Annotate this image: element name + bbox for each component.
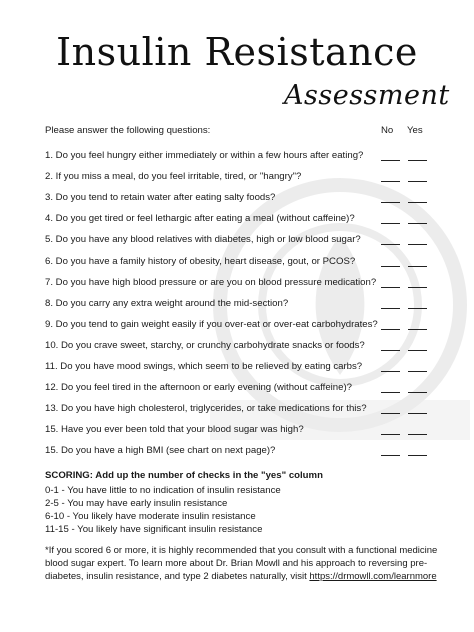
answer-blank-yes[interactable]: [408, 350, 427, 351]
question-text: 6. Do you have a family history of obesity, heart disease, gout, or PCOS?: [45, 255, 356, 267]
question-text: 15. Do you have a high BMI (see chart on next page)?: [45, 445, 276, 457]
scoring-line: 6-10 - You likely have moderate insulin resistance: [45, 511, 256, 522]
answer-blank-yes[interactable]: [408, 455, 427, 456]
answer-blank-no[interactable]: [381, 434, 400, 435]
column-header-no: No: [381, 125, 394, 136]
scoring-heading: SCORING: Add up the number of checks in the "yes" column: [45, 470, 323, 481]
answer-blank-no[interactable]: [381, 371, 400, 372]
footnote: [45, 544, 445, 583]
answer-blank-no[interactable]: [381, 329, 400, 330]
footnote-text: *If you scored 6 or more, it is highly recommended that you consult with a functional medicine blood sugar expert. To learn more about Dr. Brian Mowll and his approach to reversing pre-diabetes, insulin resistance, and type 2 diabetes naturally, visit: [45, 545, 438, 582]
answer-blank-yes[interactable]: [408, 329, 427, 330]
column-header-yes: Yes: [407, 125, 423, 136]
answer-blank-yes[interactable]: [408, 160, 427, 161]
answer-blank-yes[interactable]: [408, 202, 427, 203]
answer-blank-no[interactable]: [381, 392, 400, 393]
question-text: 10. Do you crave sweet, starchy, or crunchy carbohydrate snacks or foods?: [45, 339, 365, 351]
question-text: 3. Do you tend to retain water after eating salty foods?: [45, 192, 276, 204]
question-text: 7. Do you have high blood pressure or are you on blood pressure medication?: [45, 276, 377, 288]
answer-blank-yes[interactable]: [408, 223, 427, 224]
question-text: 1. Do you feel hungry either immediately or within a few hours after eating?: [45, 150, 364, 161]
question-text: 9. Do you tend to gain weight easily if you over-eat or over-eat carbohydrates?: [45, 318, 378, 330]
answer-blank-yes[interactable]: [408, 392, 427, 393]
answer-blank-yes[interactable]: [408, 266, 427, 267]
instructions-text: Please answer the following questions:: [45, 125, 211, 136]
question-text: 5. Do you have any blood relatives with diabetes, high or low blood sugar?: [45, 234, 361, 246]
answer-blank-yes[interactable]: [408, 413, 427, 414]
page-subtitle: Assessment: [284, 80, 450, 111]
question-text: 11. Do you have mood swings, which seem to be relieved by eating carbs?: [45, 361, 363, 372]
scoring-line: 11-15 - You likely have significant insulin resistance: [45, 524, 263, 535]
answer-blank-yes[interactable]: [408, 244, 427, 245]
answer-blank-yes[interactable]: [408, 434, 427, 435]
answer-blank-no[interactable]: [381, 266, 400, 267]
answer-blank-no[interactable]: [381, 160, 400, 161]
question-text: 15. Have you ever been told that your blood sugar was high?: [45, 424, 304, 436]
answer-blank-yes[interactable]: [408, 308, 427, 309]
answer-blank-no[interactable]: [381, 202, 400, 203]
question-text: 4. Do you get tired or feel lethargic after eating a meal (without caffeine)?: [45, 213, 355, 225]
answer-blank-yes[interactable]: [408, 181, 427, 182]
answer-blank-yes[interactable]: [408, 371, 427, 372]
question-text: 2. If you miss a meal, do you feel irritable, tired, or "hangry"?: [45, 171, 302, 183]
answer-blank-no[interactable]: [381, 223, 400, 224]
scoring-line: 0-1 - You have little to no indication of insulin resistance: [45, 485, 281, 496]
answer-blank-no[interactable]: [381, 308, 400, 309]
answer-blank-no[interactable]: [381, 455, 400, 456]
answer-blank-no[interactable]: [381, 244, 400, 245]
answer-blank-no[interactable]: [381, 181, 400, 182]
page-title: Insulin Resistance: [56, 30, 418, 74]
scoring-line: 2-5 - You may have early insulin resistance: [45, 498, 228, 509]
answer-blank-no[interactable]: [381, 350, 400, 351]
answer-blank-yes[interactable]: [408, 287, 427, 288]
question-text: 13. Do you have high cholesterol, triglycerides, or take medications for this?: [45, 403, 367, 415]
question-text: 12. Do you feel tired in the afternoon or early evening (without caffeine)?: [45, 382, 353, 394]
question-text: 8. Do you carry any extra weight around the mid-section?: [45, 297, 289, 309]
answer-blank-no[interactable]: [381, 287, 400, 288]
learn-more-link[interactable]: https://drmowll.com/learnmore: [309, 571, 437, 582]
answer-blank-no[interactable]: [381, 413, 400, 414]
